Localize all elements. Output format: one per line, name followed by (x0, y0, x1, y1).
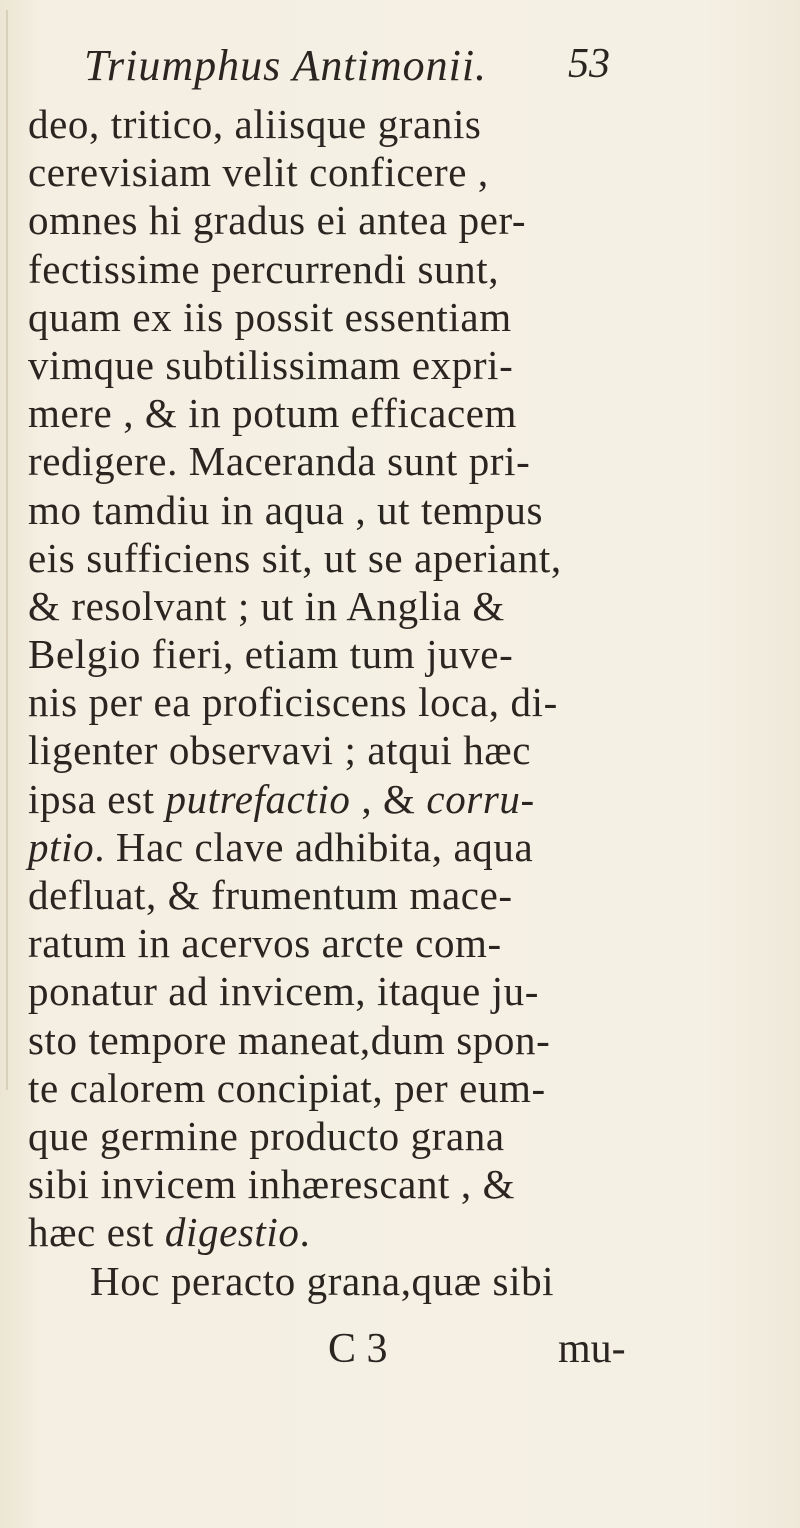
text-line-12: Belgio fieri, etiam tum juve- (28, 631, 514, 678)
text-line-7: mere , & in potum efficacem (28, 390, 518, 437)
signature-mark: C 3 (328, 1326, 388, 1372)
page-header (84, 40, 684, 96)
text-line-10: eis sufficiens sit, ut se aperiant, (28, 534, 562, 581)
page-number: 53 (568, 41, 610, 87)
text-line-15: ipsa est putrefactio , & corru- (28, 775, 535, 822)
text-line-4: fectissime percurrendi sunt, (28, 245, 500, 292)
text-line-17: defluat, & frumentum mace- (28, 872, 513, 918)
text-line-19: ponatur ad invicem, itaque ju- (28, 968, 539, 1015)
text-line-9: mo tamdiu in aqua , ut tempus (28, 486, 544, 533)
running-title: Triumphus Antimonii. (84, 41, 488, 90)
text-line-23: sibi invicem inhærescant , & (28, 1161, 516, 1208)
italic-term-digestio: digestio (164, 1209, 300, 1256)
text-line-18: ratum in acervos arcte com- (28, 920, 502, 967)
text-line-21: te calorem concipiat, per eum- (28, 1064, 546, 1111)
page-footer (0, 1324, 800, 1384)
text-line-2: cerevisiam velit conficere , (28, 149, 489, 196)
text-line-5: quam ex iis possit essentiam (28, 293, 512, 340)
body-text (28, 100, 788, 1305)
text-line-11: & resolvant ; ut in Anglia & (28, 582, 505, 629)
italic-term-putrefactio: putrefactio (165, 775, 351, 822)
text-line-8: redigere. Maceranda sunt pri- (28, 438, 531, 485)
italic-term-corru: corru- (426, 775, 535, 822)
italic-term-ptio: ptio (28, 823, 95, 870)
text-line-16: ptio. Hac clave adhibita, aqua (28, 823, 534, 870)
text-line-22: que germine producto grana (28, 1112, 505, 1159)
text-line-24: hæc est digestio. (28, 1209, 311, 1256)
text-line-14: ligenter observavi ; atqui hæc (28, 727, 532, 774)
text-line-25: Hoc peracto grana,quæ sibi (90, 1257, 555, 1304)
catchword: mu- (558, 1326, 626, 1372)
text-line-3: omnes hi gradus ei antea per- (28, 197, 527, 244)
text-line-6: vimque subtilissimam expri- (28, 341, 514, 388)
text-line-13: nis per ea proficiscens loca, di- (28, 679, 558, 726)
page-edge-shadow (6, 10, 8, 1090)
text-line-20: sto tempore maneat,dum spon- (28, 1016, 551, 1063)
text-line-1: deo, tritico, aliisque granis (28, 101, 482, 147)
